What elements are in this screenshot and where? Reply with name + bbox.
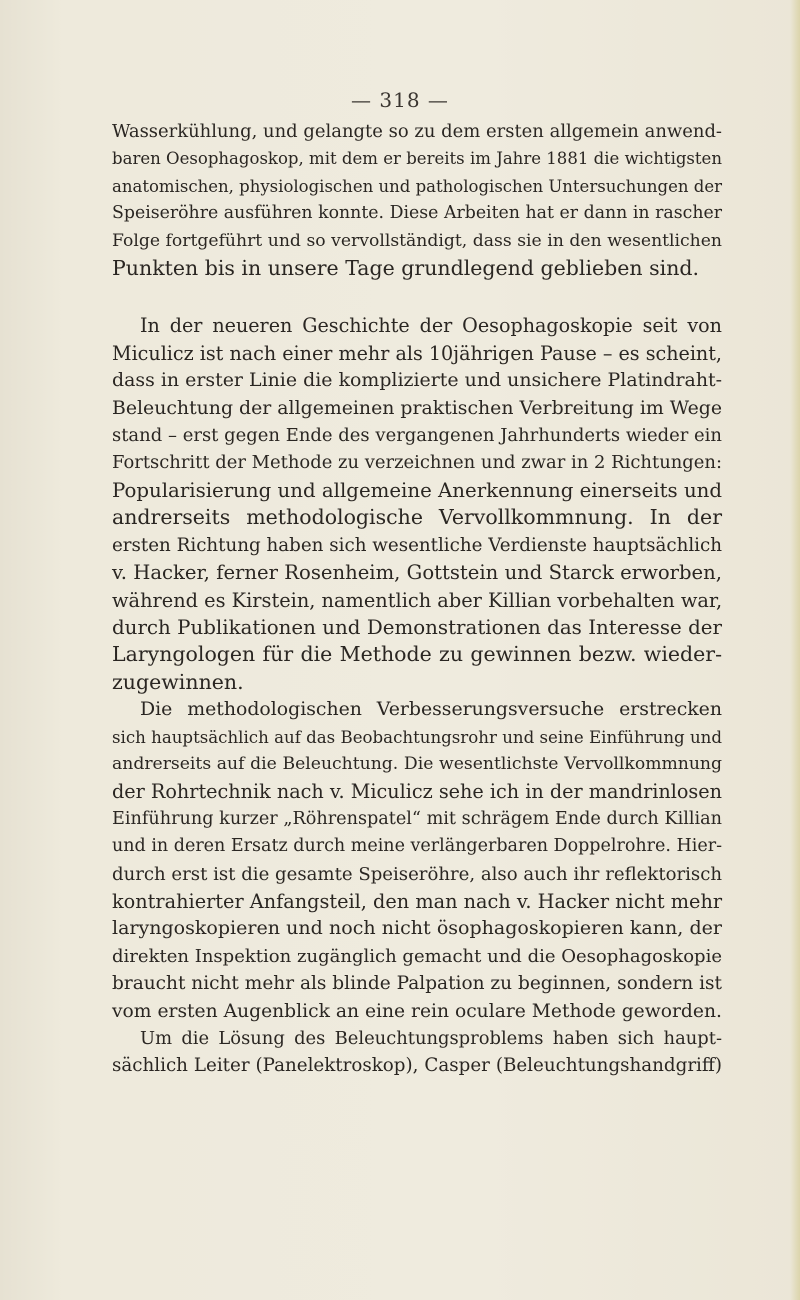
- text-line: v. Hacker, ferner Rosenheim, Gottstein und Starck erworben,: [112, 561, 722, 585]
- text-line: vom ersten Augenblick an eine rein oculare Methode geworden.: [112, 1000, 722, 1022]
- page-number-header: — 318 —: [351, 88, 449, 112]
- paragraph-3: [112, 696, 722, 1025]
- text-line: während es Kirstein, namentlich aber Killian vorbehalten war,: [112, 588, 723, 612]
- text-line: anatomischen, physiologischen und pathologischen Untersuchungen der: [112, 176, 722, 196]
- paragraph-gap: [112, 282, 722, 312]
- text-line: andrerseits methodologische Vervollkommnung. In der: [112, 505, 722, 530]
- text-line: und in deren Ersatz durch meine verlängerbaren Doppelrohre. Hier-: [112, 836, 722, 857]
- text-line: kontrahierter Anfangsteil, den man nach v. Hacker nicht mehr: [112, 889, 723, 913]
- text-line: ersten Richtung haben sich wesentliche Verdienste hauptsächlich: [112, 534, 722, 556]
- text-line: durch Publikationen und Demonstrationen das Interesse der: [112, 615, 722, 639]
- paragraph-1: [112, 118, 722, 282]
- text-line: durch erst ist die gesamte Speiseröhre, also auch ihr reflektorisch: [112, 863, 722, 885]
- text-line: Beleuchtung der allgemeinen praktischen Verbreitung im Wege: [112, 396, 722, 419]
- text-line: Wasserkühlung, und gelangte so zu dem ersten allgemein anwend-: [112, 121, 722, 142]
- body-text: [112, 118, 722, 1080]
- text-line: Speiseröhre ausführen konnte. Diese Arbeiten hat er dann in rascher: [112, 203, 722, 224]
- text-line: baren Oesophagoskop, mit dem er bereits im Jahre 1881 die wichtigsten: [112, 149, 722, 169]
- text-line: Miculicz ist nach einer mehr als 10jährigen Pause – es scheint,: [112, 341, 722, 365]
- text-line: direkten Inspektion zugänglich gemacht und die Oesophagoskopie: [112, 945, 722, 967]
- paragraph-4: [112, 1025, 722, 1080]
- text-line: Fortschritt der Methode zu verzeichnen und zwar in 2 Richtungen:: [112, 452, 722, 474]
- text-line: Laryngologen für die Methode zu gewinnen bezw. wieder-: [112, 642, 722, 667]
- text-line: laryngoskopieren und noch nicht ösophagoskopieren kann, der: [112, 917, 722, 940]
- text-line: Folge fortgeführt und so vervollständigt, dass sie in den wesentlichen: [112, 230, 722, 251]
- text-line: stand – erst gegen Ende des vergangenen Jahrhunderts wieder ein: [112, 425, 722, 447]
- text-line: Einführung kurzer „Röhrenspatel“ mit schrägem Ende durch Killian: [112, 808, 722, 829]
- text-line: In der neueren Geschichte der Oesophagoskopie seit von: [140, 314, 722, 338]
- text-line: dass in erster Linie die komplizierte und unsichere Platindraht-: [112, 369, 722, 392]
- text-line: sächlich Leiter (Panelektroskop), Casper (Beleuchtungshandgriff): [112, 1055, 722, 1077]
- page-edge-shadow: [790, 0, 800, 1300]
- text-line: andrerseits auf die Beleuchtung. Die wesentlichste Vervollkommnung: [112, 753, 722, 774]
- text-line: Punkten bis in unsere Tage grundlegend geblieben sind.: [112, 256, 700, 281]
- text-line: Die methodologischen Verbesserungsversuche erstrecken: [140, 698, 722, 721]
- text-line: sich hauptsächlich auf das Beobachtungsrohr und seine Einführung und: [112, 727, 722, 747]
- text-line: zugewinnen.: [112, 669, 244, 694]
- text-line: Um die Lösung des Beleuchtungsproblems haben sich haupt-: [140, 1028, 722, 1049]
- text-line: der Rohrtechnik nach v. Miculicz sehe ich in der mandrinlosen: [112, 780, 722, 804]
- text-line: Popularisierung und allgemeine Anerkennung einerseits und: [112, 478, 723, 502]
- paragraph-2: [112, 312, 722, 696]
- text-line: braucht nicht mehr als blinde Palpation zu beginnen, sondern ist: [112, 973, 722, 995]
